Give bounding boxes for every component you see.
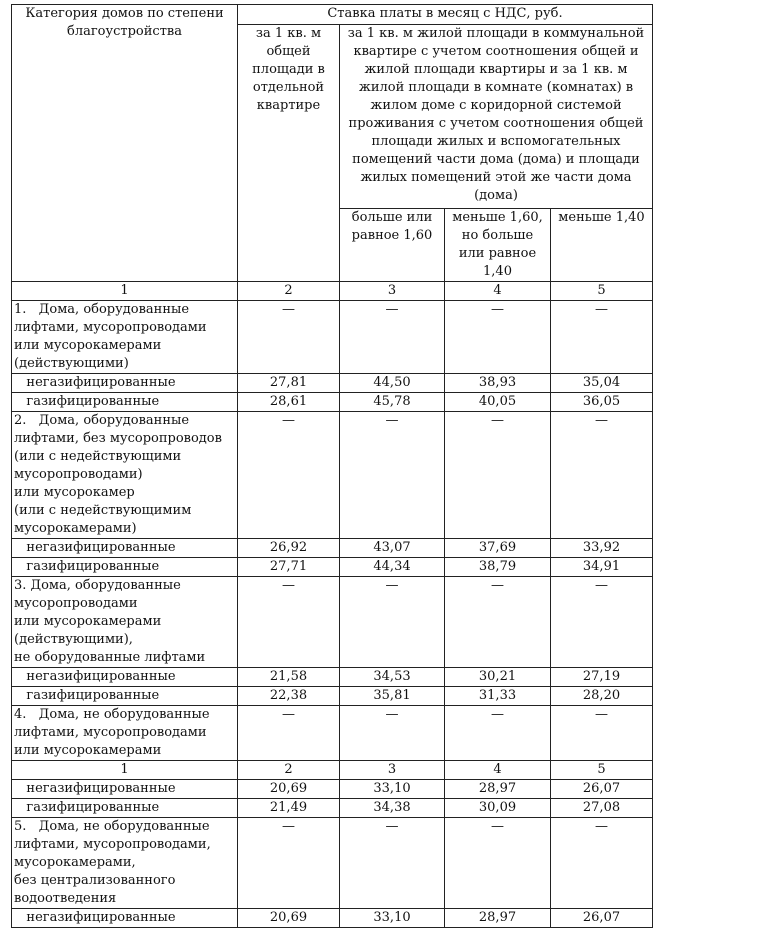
- tariff-table: [11, 4, 653, 928]
- rate-value: 20,69: [238, 909, 340, 928]
- column-number: 2: [238, 282, 340, 301]
- rate-value: 28,97: [445, 909, 551, 928]
- rate-value: 21,58: [238, 668, 340, 687]
- rate-value: 31,33: [445, 687, 551, 706]
- rate-value: 26,92: [238, 539, 340, 558]
- rate-value: 38,79: [445, 558, 551, 577]
- dash-cell: —: [551, 301, 653, 374]
- rate-value: 26,07: [551, 780, 653, 799]
- rate-value: 35,04: [551, 374, 653, 393]
- dash-cell: —: [340, 301, 445, 374]
- dash-cell: —: [445, 301, 551, 374]
- row-label: газифицированные: [12, 393, 238, 412]
- ratio-ge-160-header: больше или равное 1,60: [340, 209, 445, 282]
- column-number: 3: [340, 282, 445, 301]
- group-title: 5. Дома, не оборудованные лифтами, мусоропроводами, мусорокамерами, без централизованного водоотведения: [12, 818, 238, 909]
- table-row: [12, 393, 653, 412]
- table-row: [12, 558, 653, 577]
- rate-value: 37,69: [445, 539, 551, 558]
- column-number: 2: [238, 761, 340, 780]
- dash-cell: —: [340, 412, 445, 539]
- row-label: газифицированные: [12, 687, 238, 706]
- table-row: [12, 539, 653, 558]
- dash-cell: —: [340, 818, 445, 909]
- group-title: 1. Дома, оборудованные лифтами, мусоропроводами или мусорокамерами (действующими): [12, 301, 238, 374]
- dash-cell: —: [445, 706, 551, 761]
- table-row: [12, 374, 653, 393]
- row-label: негазифицированные: [12, 374, 238, 393]
- rate-value: 22,38: [238, 687, 340, 706]
- rate-value: 21,49: [238, 799, 340, 818]
- row-label: негазифицированные: [12, 780, 238, 799]
- row-label: газифицированные: [12, 558, 238, 577]
- rate-value: 26,07: [551, 909, 653, 928]
- dash-cell: —: [340, 577, 445, 668]
- column-number: 4: [445, 282, 551, 301]
- table-row: [12, 687, 653, 706]
- rate-value: 28,61: [238, 393, 340, 412]
- group-title-row: [12, 577, 653, 668]
- group-title: 3. Дома, оборудованные мусоропроводами или мусорокамерами (действующими), не оборудованные лифтами: [12, 577, 238, 668]
- table-row: [12, 780, 653, 799]
- group-title: 2. Дома, оборудованные лифтами, без мусоропроводов (или с недействующими мусоропроводами) или мусорокамер (или с недействующимим мусорокамерами): [12, 412, 238, 539]
- group-title-row: [12, 818, 653, 909]
- rate-value: 27,08: [551, 799, 653, 818]
- row-label: негазифицированные: [12, 909, 238, 928]
- column-number: 4: [445, 761, 551, 780]
- rate-value: 28,97: [445, 780, 551, 799]
- table-row: [12, 799, 653, 818]
- dash-cell: —: [551, 818, 653, 909]
- rate-value: 34,91: [551, 558, 653, 577]
- dash-cell: —: [238, 577, 340, 668]
- column-number-row: [12, 761, 653, 780]
- rate-value: 20,69: [238, 780, 340, 799]
- column-number: 5: [551, 282, 653, 301]
- dash-cell: —: [238, 301, 340, 374]
- row-label: негазифицированные: [12, 539, 238, 558]
- rate-value: 30,21: [445, 668, 551, 687]
- dash-cell: —: [551, 706, 653, 761]
- group-title-row: [12, 706, 653, 761]
- rate-value: 27,81: [238, 374, 340, 393]
- dash-cell: —: [551, 412, 653, 539]
- table-row: [12, 909, 653, 928]
- ratio-between-header: меньше 1,60, но больше или равное 1,40: [445, 209, 551, 282]
- row-label: негазифицированные: [12, 668, 238, 687]
- rate-value: 28,20: [551, 687, 653, 706]
- column-number-row: [12, 282, 653, 301]
- dash-cell: —: [238, 818, 340, 909]
- column-number: 3: [340, 761, 445, 780]
- column-number: 1: [12, 282, 238, 301]
- rate-value: 30,09: [445, 799, 551, 818]
- rate-value: 33,10: [340, 780, 445, 799]
- group-title: 4. Дома, не оборудованные лифтами, мусоропроводами или мусорокамерами: [12, 706, 238, 761]
- communal-header: за 1 кв. м жилой площади в коммунальной квартире с учетом соотношения общей и жилой площади квартиры и за 1 кв. м жилой площади в комнате (комнатах) в жилом доме с коридорной системой проживания с учетом соотношения общей площади жилых и вспомогательных помещений части дома (дома) и площади жилых помещений этой же части дома (дома): [340, 25, 653, 209]
- rate-value: 27,71: [238, 558, 340, 577]
- rate-value: 40,05: [445, 393, 551, 412]
- group-title-row: [12, 412, 653, 539]
- rate-title-header: Ставка платы в месяц с НДС, руб.: [238, 5, 653, 25]
- column-number: 5: [551, 761, 653, 780]
- dash-cell: —: [238, 412, 340, 539]
- rate-value: 35,81: [340, 687, 445, 706]
- rate-value: 38,93: [445, 374, 551, 393]
- separate-apartment-header: за 1 кв. м общей площади в отдельной квартире: [238, 25, 340, 282]
- rate-value: 36,05: [551, 393, 653, 412]
- dash-cell: —: [238, 706, 340, 761]
- rate-value: 33,10: [340, 909, 445, 928]
- dash-cell: —: [445, 818, 551, 909]
- row-label: газифицированные: [12, 799, 238, 818]
- rate-value: 44,50: [340, 374, 445, 393]
- category-header: Категория домов по степени благоустройства: [12, 5, 238, 282]
- dash-cell: —: [445, 412, 551, 539]
- rate-value: 34,38: [340, 799, 445, 818]
- dash-cell: —: [445, 577, 551, 668]
- dash-cell: —: [340, 706, 445, 761]
- rate-value: 27,19: [551, 668, 653, 687]
- rate-value: 45,78: [340, 393, 445, 412]
- rate-value: 33,92: [551, 539, 653, 558]
- rate-value: 34,53: [340, 668, 445, 687]
- rate-value: 44,34: [340, 558, 445, 577]
- ratio-lt-140-header: меньше 1,40: [551, 209, 653, 282]
- dash-cell: —: [551, 577, 653, 668]
- group-title-row: [12, 301, 653, 374]
- rate-value: 43,07: [340, 539, 445, 558]
- column-number: 1: [12, 761, 238, 780]
- table-row: [12, 668, 653, 687]
